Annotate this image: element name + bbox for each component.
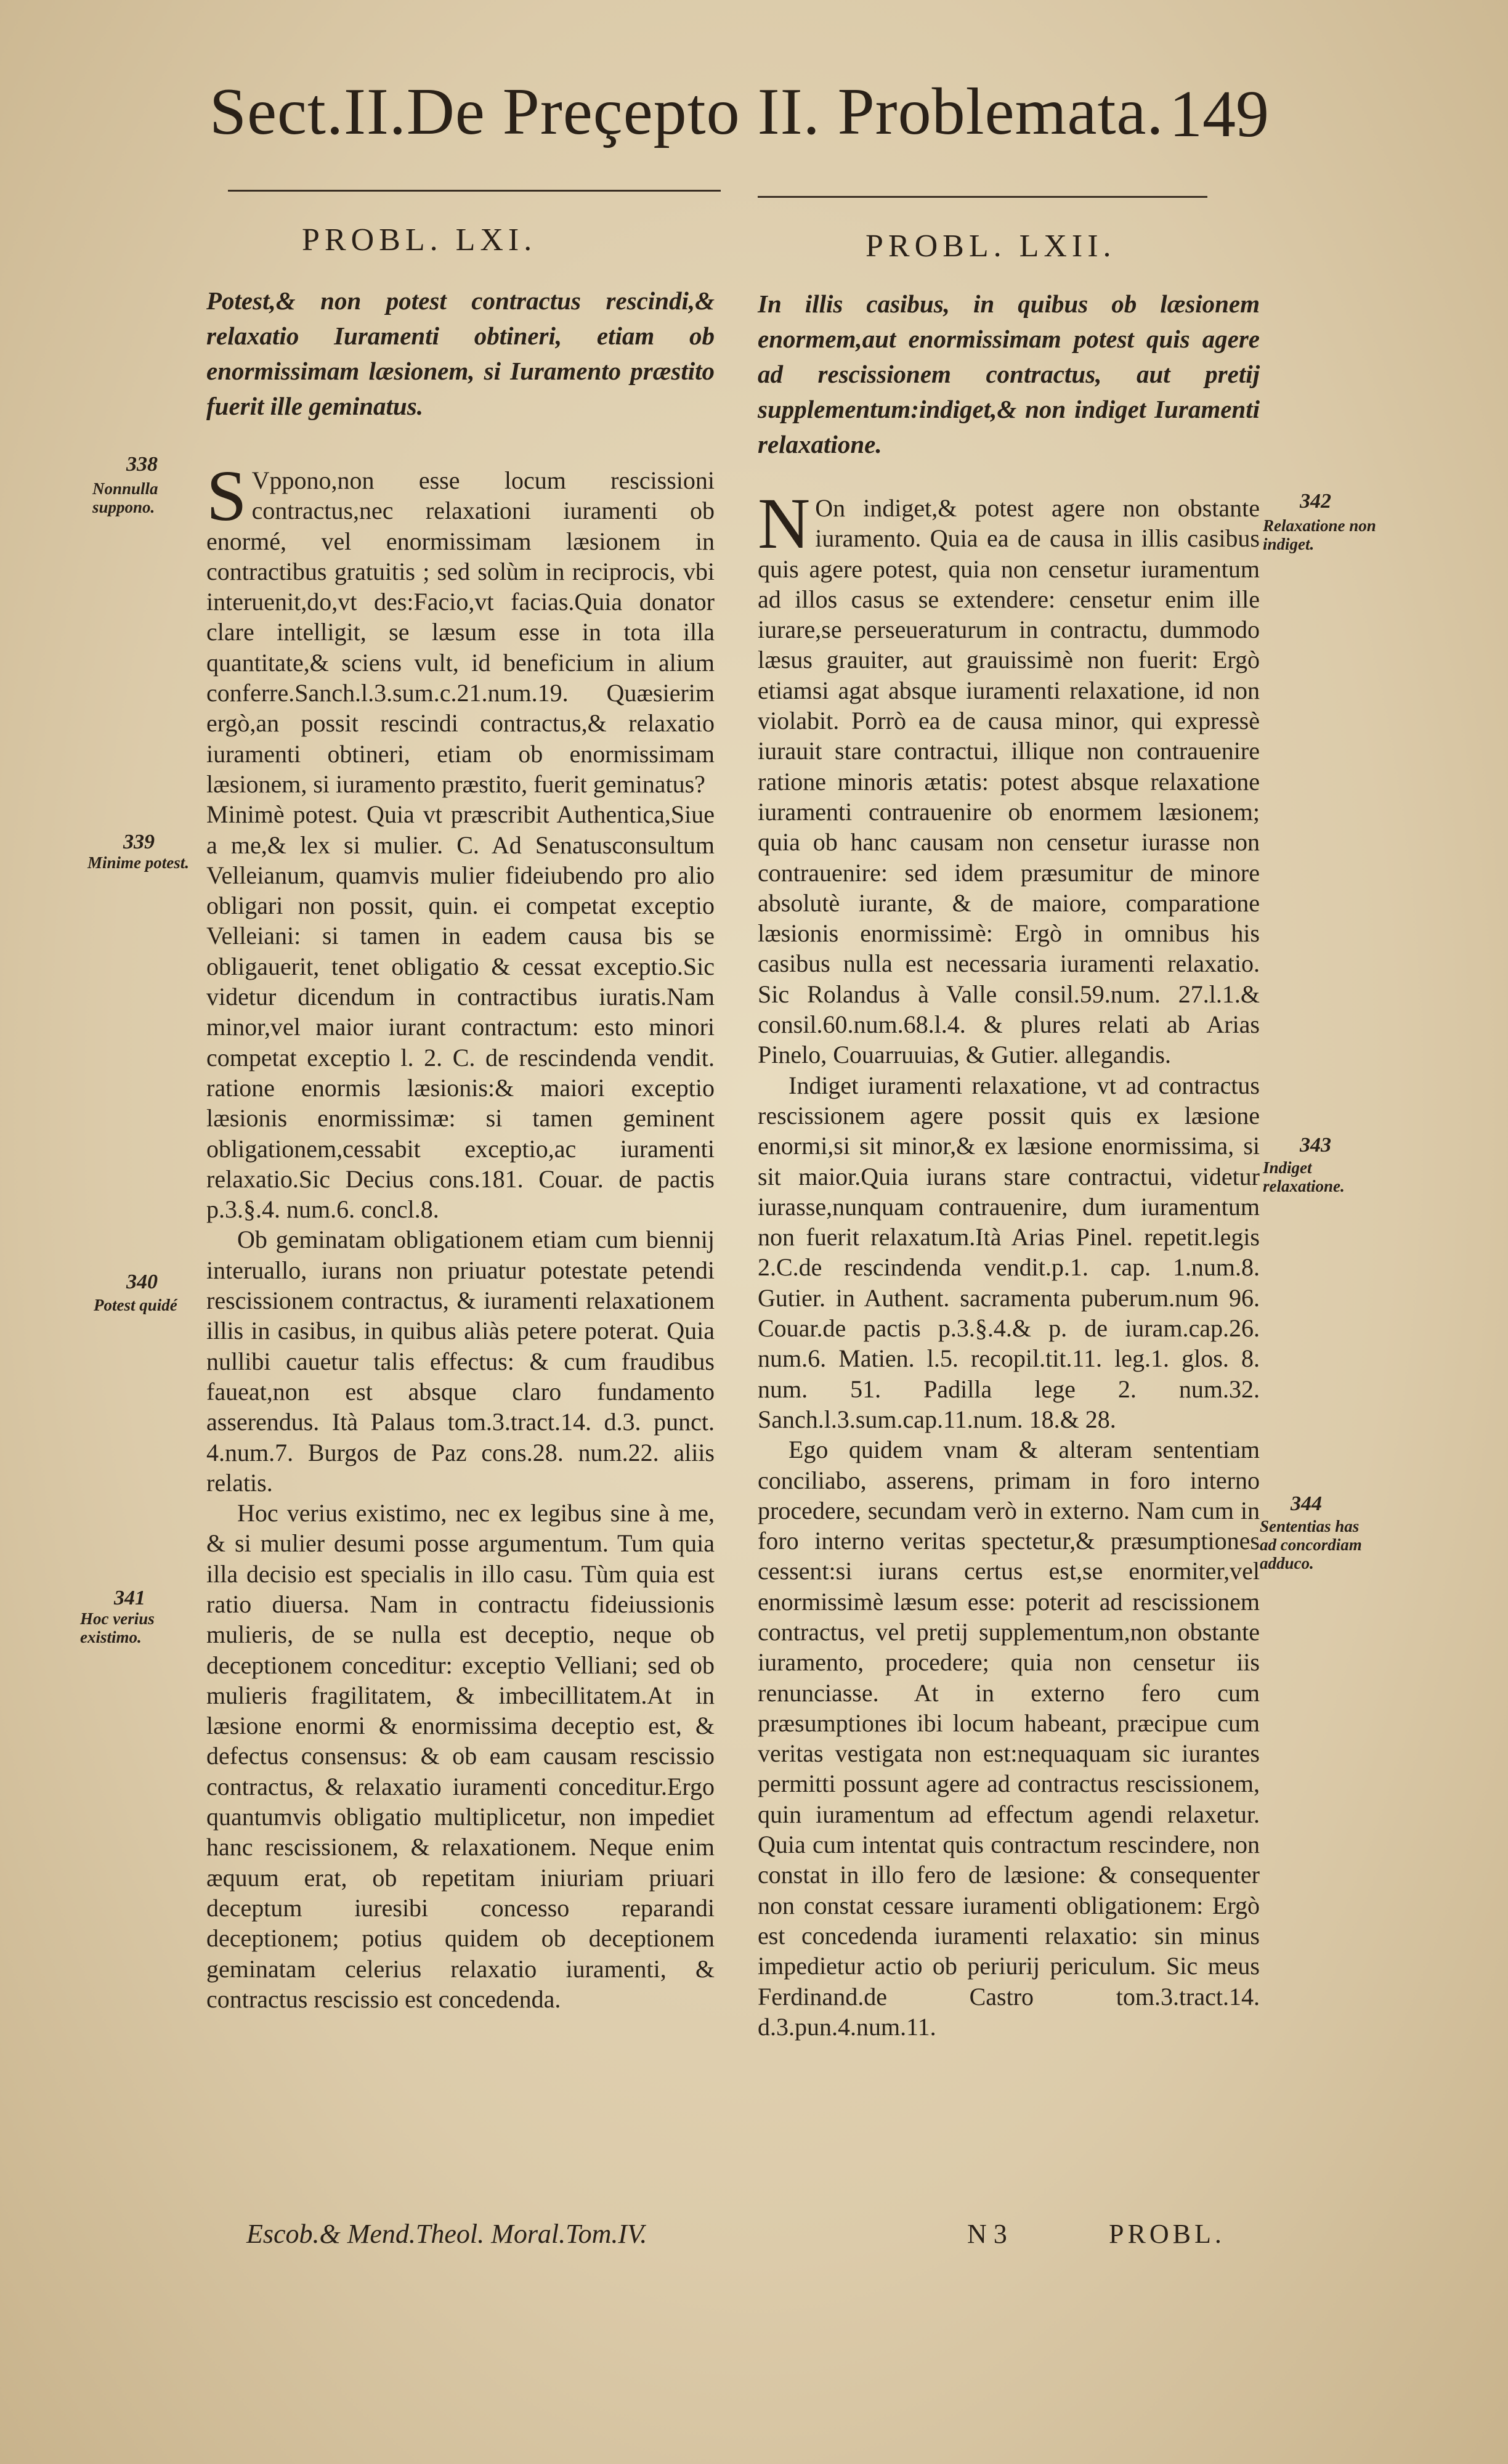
left-column-text	[206, 455, 715, 2014]
margin-label: Potest quidé	[94, 1296, 177, 1314]
margin-label: Sententias has ad concordiam adduco.	[1260, 1517, 1362, 1572]
gathering-mark: N 3	[967, 2219, 1007, 2249]
paragraph: Ob geminatam obligationem etiam cum biennij interuallo, iurans non priuatur potestate petendi rescissionem contractus, & iuramenti relaxationem illis in casibus, in quibus aliàs petere poterat. Quia nullibi cauetur talis effectus: & cum fraudibus faueat,non est absque claro fundamento asserendus. Ità Palaus tom.3.tract.14. d.3. punct. 4.num.7. Burgos de Paz cons.28. num.22. aliis relatis.	[206, 1226, 715, 1497]
right-problem-heading: PROBL. LXII.	[865, 229, 1116, 264]
paragraph: Hoc verius existimo, nec ex legibus sine à me, & si mulier desumi posse argumentum. Tum quia illa decisio est specialis in illo casu. Tùm quia est ratio diuersa. Nam in contractu fideiussionis mulieris, de se nulla est deceptio, neque ob deceptionem conceditur: exceptio Velliani; sed ob mulieris fragilitatem, & imbecillitatem.At in læsione enormi & enormissima deceptio est, & defectus consensus: & ob eam causam rescissio contractus, & relaxatio iuramenti conceditur.Ergo quantumvis obligatio multiplicetur, non impediet hanc rescissionem, & relaxationem. Neque enim æquum erat, ob repetitam iniuriam priuari deceptum iuresibi concesso reparandi deceptionem; potius quidem ob deceptionem geminatam celerius relaxatio iuramenti, & contractus rescissio est concedenda.	[206, 1499, 715, 2013]
margin-number: 339	[123, 831, 155, 853]
paragraph: S Vppono,non esse locum rescissioni contractus,nec relaxationi iuramenti ob enormé, vel enormissimam læsionem in contractibus gratuitis ; sed solùm in reciprocis, vbi interuenit,do,vt des:Facio,vt facias.Quia donator clare intelligit, se læsum esse in tota illa quantitate,& sciens vult, id beneficium in alium conferre.Sanch.l.3.sum.c.21.num.19. Quæsierim ergò,an possit rescindi contractus,& relaxatio iuramenti obtineri, etiam ob enormissimam læsionem, si iuramento præstito, fuerit geminatus?	[206, 455, 715, 798]
page-number: 149	[1169, 78, 1269, 151]
left-heading-rule	[228, 190, 721, 192]
margin-label: Hoc verius existimo.	[80, 1609, 155, 1646]
margin-number: 338	[126, 453, 158, 476]
margin-label: Minime potest.	[87, 853, 190, 872]
paragraph: Minimè potest. Quia vt præscribit Authentica,Siue a me,& lex si mulier. C. Ad Senatusconsultum Velleianum, quamvis mulier fideiubendo pro alio obligari non possit, quin. ei competat exceptio Velleiani: si tamen in eadem causa bis se obligauerit, tenet obligatio & cessat exceptio.Sic videtur dicendum in contractibus iuratis.Nam minor,vel maior iurant contractum: esto minori competat exceptio l. 2. C. de rescindenda vendit. ratione enormis læsionis:& maiori exceptio læsionis enormissimæ: si tamen geminent obligationem,cessabit exceptio,ac iuramenti relaxatio.Sic Decius cons.181. Couar. de pactis p.3.§.4. num.6. concl.8.	[206, 800, 715, 1224]
right-heading-rule	[758, 196, 1207, 198]
right-column-text	[758, 483, 1260, 2042]
catchword: PROBL.	[1109, 2219, 1225, 2249]
drop-cap: N	[758, 483, 811, 564]
margin-label: Indiget relaxatione.	[1263, 1158, 1345, 1195]
running-header	[209, 74, 1269, 166]
paragraph: N On indiget,& potest agere non obstante iuramento. Quia ea de causa in illis casibus quis agere potest, quia non censetur iuramentum ad illos casus se extendere: censetur enim ille iurare,se perseueraturum in contractu, dummodo læsus grauiter, aut grauissimè non fuerit: Ergò etiamsi agat absque iuramenti relaxatione, id non violabit. Porrò ea de causa minor, qui expressè iurauit stare contractui, illique non contrauenire ratione minoris ætatis: potest absque relaxatione iuramenti contrauenire ob enormem læsionem; quia ob hanc causam non censetur iurasse non contrauenire: sed idem præsumitur de minore absolutè iurante, & de maiore, comparatione læsionis enormissimè: Ergò in omnibus his casibus nulla est necessaria iuramenti relaxatio. Sic Rolandus à Valle consil.59.num. 27.l.1.& consil.60.num.68.l.4. & plures relati ab Arias Pinelo, Couarruuias, & Gutier. allegandis.	[758, 483, 1260, 1069]
drop-cap: S	[206, 455, 247, 536]
margin-label: Nonnulla suppono.	[92, 479, 158, 516]
running-title: Sect.II.De Preçepto II. Problemata.	[209, 75, 1164, 148]
right-problem-summary: In illis casibus, in quibus ob læsionem enormem,aut enormissimam potest quis agere ad rescissionem contractus, aut pretij supplementum:indiget,& non indiget Iuramenti relaxatione.	[758, 290, 1260, 458]
signature-line: Escob.& Mend.Theol. Moral.Tom.IV.	[246, 2219, 647, 2249]
paragraph: Indiget iuramenti relaxatione, vt ad contractus rescissionem agere possit quis ex læsione enormi,si sit minor,& ex læsione enormissima, si sit maior.Quia iurans stare contractui, videtur iurasse,nunquam contrauenire, dum iuramentum non fuerit relaxatum.Ità Arias Pinel. repetit.legis 2.C.de rescindenda vendit.p.1. cap. 1.num.8. Gutier. in Authent. sacramenta puberum.num 96. Couar.de pactis p.3.§.4.& p. de iuram.cap.26. num.6. Matien. l.5. recopil.tit.11. leg.1. glos. 8. num. 51. Padilla lege 2. num.32. Sanch.l.3.sum.cap.11.num. 18.& 28.	[758, 1071, 1260, 1433]
margin-number: 340	[126, 1271, 158, 1293]
margin-number: 341	[114, 1587, 145, 1609]
margin-number: 342	[1300, 490, 1331, 513]
margin-number: 344	[1291, 1492, 1322, 1515]
paragraph: Ego quidem vnam & alteram sententiam conciliabo, asserens, primam in foro interno procedere, secundam verò in externo. Nam cum in foro interno veritas spectetur,& præsumptiones cessent:si iurans certus est,se enormiter,vel enormissimè læsum esse: poterit ad rescissionem contractus, vel pretij supplementum,non obstante iuramento, procedere; quia non censetur iis renunciasse. At in externo fero cum præsumptiones ibi locum habeant, præcipue cum veritas vestigata non est:nequaquam sic iurantes permitti possunt agere ad contractus rescissionem, quin iuramentum ad effectum agendi relaxetur. Quia cum intentat quis contractum rescindere, non constat in illo fero de læsione: & consequenter non constat cessare iuramenti obligationem: Ergò est concedenda iuramenti relaxatio: sin minus impedietur actio ob periurij periculum. Sic meus Ferdinand.de Castro tom.3.tract.14. d.3.pun.4.num.11.	[758, 1436, 1260, 2041]
left-problem-heading: PROBL. LXI.	[302, 222, 537, 258]
margin-label: Relaxatione non indiget.	[1263, 516, 1376, 553]
left-problem-summary: Potest,& non potest contractus rescindi,& relaxatio Iuramenti obtineri, etiam ob enormissimam læsionem, si Iuramento præstito fuerit ille geminatus.	[206, 287, 715, 420]
margin-number: 343	[1300, 1134, 1331, 1157]
